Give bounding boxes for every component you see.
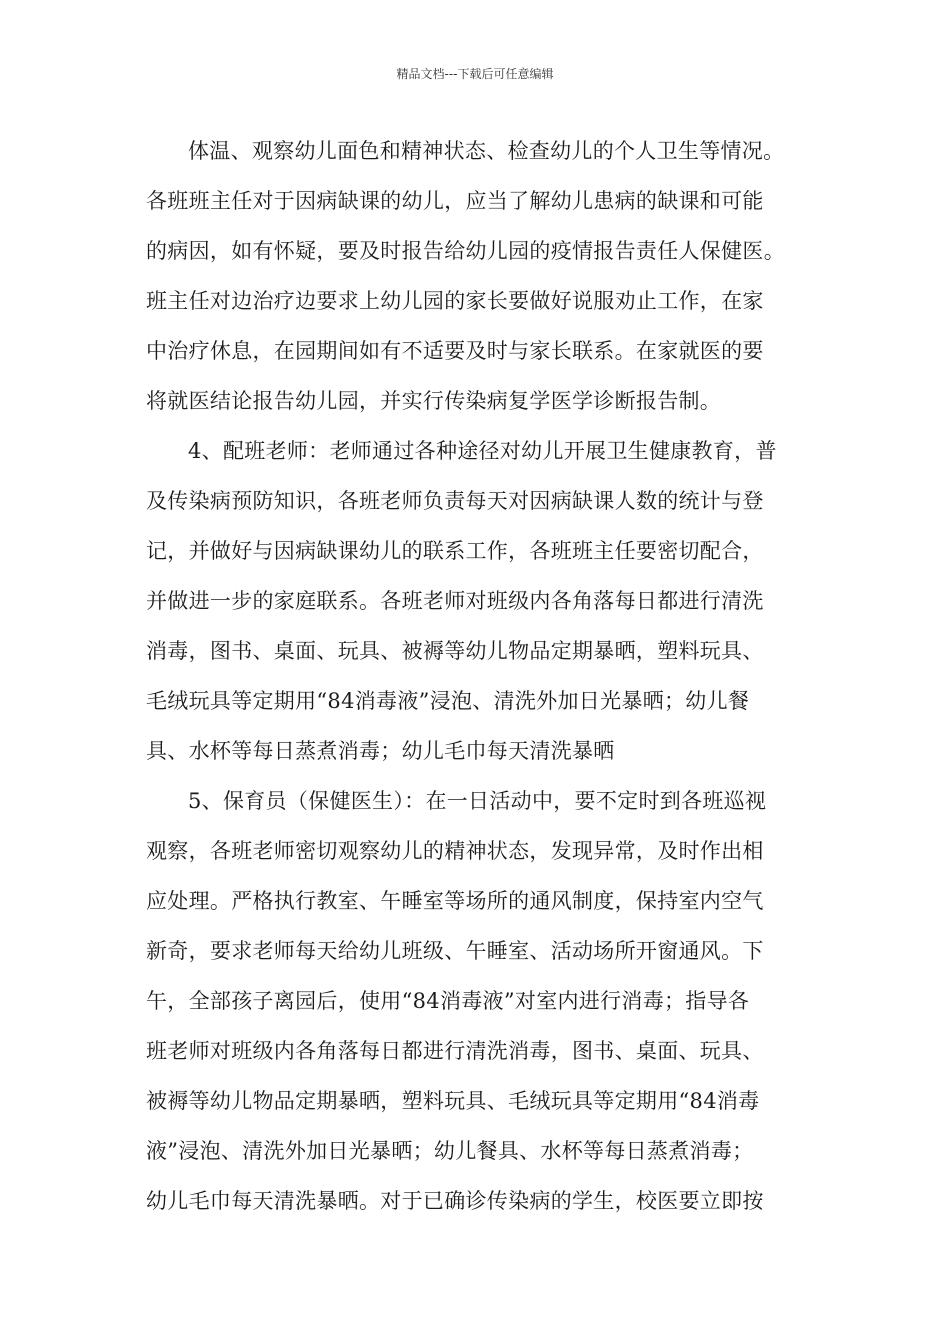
paragraph-4-start: 4、配班老师：老师通过各种途径对幼儿开展卫生健康教育，普 [188, 439, 777, 463]
body-line: 观察，各班老师密切观察幼儿的精神状态，发现异常，及时作出相 [146, 839, 764, 863]
body-line: 午，全部孩子离园后，使用“84消毒液”对室内进行消毒；指导各 [146, 989, 750, 1013]
body-line: 毛绒玩具等定期用“84消毒液”浸泡、清洗外加日光暴晒；幼儿餐 [146, 689, 750, 713]
body-line: 消毒，图书、桌面、玩具、被褥等幼儿物品定期暴晒，塑料玩具、 [146, 639, 764, 663]
document-body [146, 126, 836, 1226]
body-line: 各班班主任对于因病缺课的幼儿，应当了解幼儿患病的缺课和可能 [146, 189, 764, 213]
body-line: 并做进一步的家庭联系。各班老师对班级内各角落每日都进行清洗 [146, 589, 764, 613]
body-line: 将就医结论报告幼儿园，并实行传染病复学医学诊断报告制。 [146, 389, 722, 413]
body-line: 被褥等幼儿物品定期暴晒，塑料玩具、毛绒玩具等定期用“84消毒 [146, 1089, 760, 1113]
body-line: 幼儿毛巾每天清洗暴晒。对于已确诊传染病的学生，校医要立即按 [146, 1189, 764, 1213]
body-line: 班老师对班级内各角落每日都进行清洗消毒，图书、桌面、玩具、 [146, 1039, 764, 1063]
body-line: 新奇，要求老师每天给幼儿班级、午睡室、活动场所开窗通风。下 [146, 939, 764, 963]
body-line: 具、水杯等每日蒸煮消毒；幼儿毛巾每天清洗暴晒 [146, 739, 615, 763]
paragraph-5-start: 5、保育员（保健医生）：在一日活动中，要不定时到各班巡视 [188, 789, 767, 813]
body-line: 及传染病预防知识，各班老师负责每天对因病缺课人数的统计与登 [146, 489, 764, 513]
body-line: 液”浸泡、清洗外加日光暴晒；幼儿餐具、水杯等每日蒸煮消毒； [146, 1139, 754, 1163]
body-line: 体温、观察幼儿面色和精神状态、检查幼儿的个人卫生等情况。 [188, 139, 785, 163]
page-header: 精品文档---下载后可任意编辑 [396, 67, 554, 81]
body-line: 班主任对边治疗边要求上幼儿园的家长要做好说服劝止工作，在家 [146, 289, 764, 313]
body-line: 中治疗休息，在园期间如有不适要及时与家长联系。在家就医的要 [146, 339, 764, 363]
body-line: 应处理。严格执行教室、午睡室等场所的通风制度，保持室内空气 [146, 889, 764, 913]
body-line: 的病因，如有怀疑，要及时报告给幼儿园的疫情报告责任人保健医。 [146, 239, 785, 263]
body-line: 记，并做好与因病缺课幼儿的联系工作，各班班主任要密切配合， [146, 539, 764, 563]
